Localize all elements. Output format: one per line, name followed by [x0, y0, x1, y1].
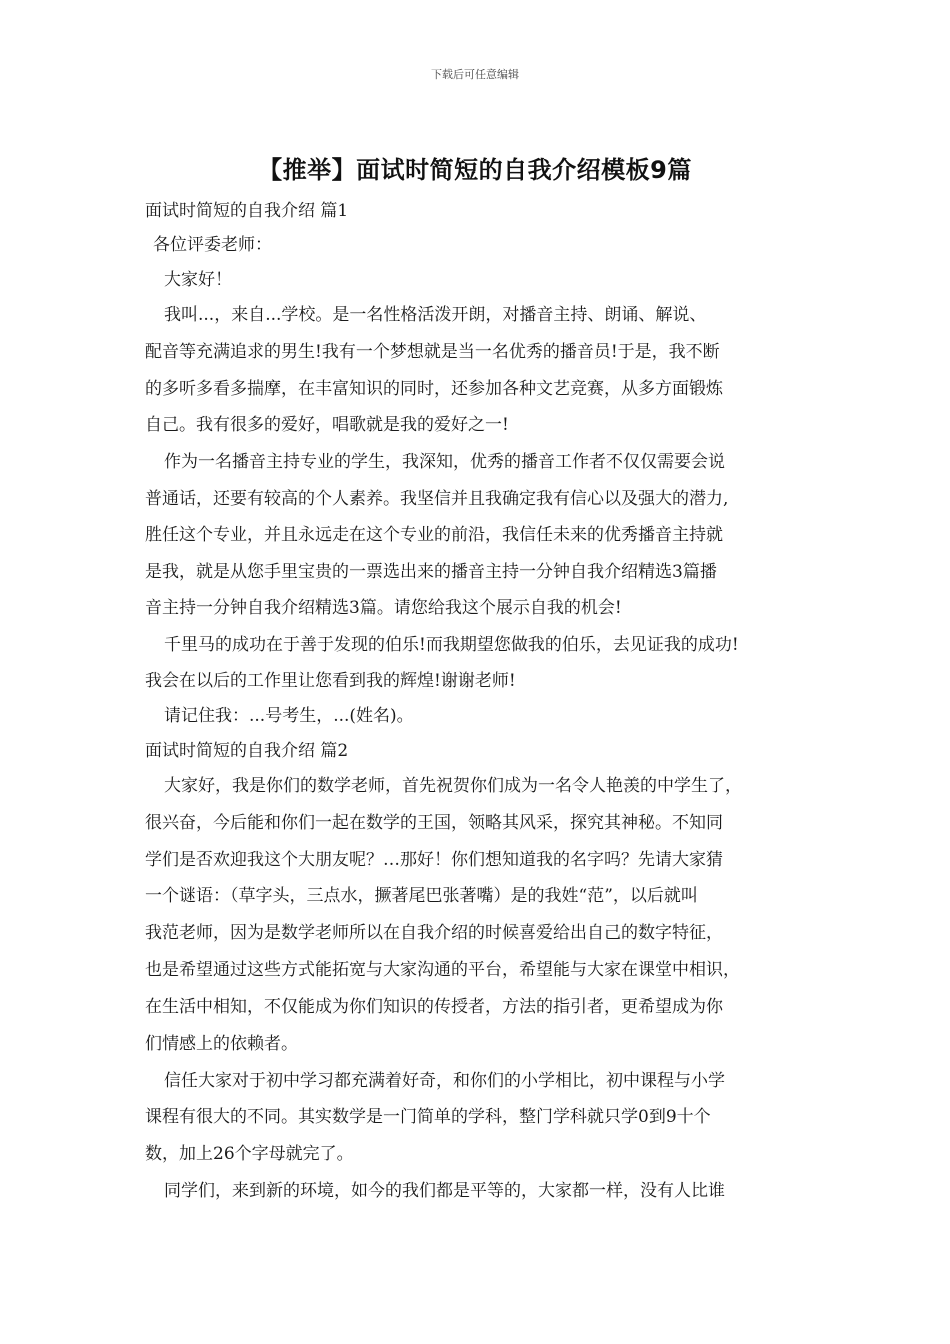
paragraph-line: 普通话，还要有较高的个人素养。我坚信并且我确定我有信心以及强大的潜力,: [145, 489, 729, 509]
paragraph-line: 音主持一分钟自我介绍精选3篇。请您给我这个展示自我的机会!: [145, 598, 622, 618]
paragraph-line: 一个谜语：（草字头，三点水，撅著尾巴张著嘴）是的我姓“范”，以后就叫: [145, 886, 698, 906]
salutation: 各位评委老师：: [153, 235, 272, 255]
greeting: 大家好！: [164, 270, 232, 290]
paragraph-line: 们情感上的依赖者。: [145, 1034, 298, 1054]
section-heading-1: 面试时简短的自我介绍 篇1: [145, 201, 349, 221]
paragraph-line: 的多听多看多揣摩，在丰富知识的同时，还参加各种文艺竞赛，从多方面锻炼: [145, 379, 723, 399]
paragraph-line: 千里马的成功在于善于发现的伯乐!而我期望您做我的伯乐，去见证我的成功!: [164, 635, 739, 655]
paragraph-line: 在生活中相知，不仅能成为你们知识的传授者，方法的指引者，更希望成为你: [145, 997, 723, 1017]
paragraph-line: 作为一名播音主持专业的学生，我深知，优秀的播音工作者不仅仅需要会说: [164, 452, 725, 472]
paragraph-line: 配音等充满追求的男生!我有一个梦想就是当一名优秀的播音员!于是，我不断: [145, 342, 720, 362]
header-note: 下载后可任意编辑: [431, 68, 519, 81]
paragraph-line: 是我，就是从您手里宝贵的一票选出来的播音主持一分钟自我介绍精选3篇播: [145, 562, 717, 582]
paragraph-line: 信任大家对于初中学习都充满着好奇，和你们的小学相比，初中课程与小学: [164, 1071, 725, 1091]
paragraph-line: 我叫...，来自...学校。是一名性格活泼开朗，对播音主持、朗诵、解说、: [164, 305, 707, 325]
paragraph-line: 很兴奋，今后能和你们一起在数学的王国，领略其风采，探究其神秘。不知同: [145, 813, 723, 833]
paragraph-line: 我范老师，因为是数学老师所以在自我介绍的时候喜爱给出自己的数字特征，: [145, 923, 723, 943]
document-title: 【推举】面试时简短的自我介绍模板9篇: [258, 156, 692, 184]
paragraph-line: 请记住我：...号考生，...(姓名)。: [164, 706, 414, 726]
paragraph-line: 也是希望通过这些方式能拓宽与大家沟通的平台，希望能与大家在课堂中相识，: [145, 960, 740, 980]
paragraph-line: 课程有很大的不同。其实数学是一门简单的学科，整门学科就只学0到9十个: [145, 1107, 711, 1127]
paragraph-line: 数，加上26个字母就完了。: [145, 1144, 354, 1164]
paragraph-line: 大家好，我是你们的数学老师，首先祝贺你们成为一名令人艳羡的中学生了，: [164, 776, 742, 796]
paragraph-line: 我会在以后的工作里让您看到我的辉煌!谢谢老师!: [145, 671, 516, 691]
paragraph-line: 同学们，来到新的环境，如今的我们都是平等的，大家都一样，没有人比谁: [164, 1181, 725, 1201]
paragraph-line: 自己。我有很多的爱好，唱歌就是我的爱好之一!: [145, 415, 509, 435]
section-heading-2: 面试时简短的自我介绍 篇2: [145, 741, 349, 761]
paragraph-line: 学们是否欢迎我这个大朋友呢？…那好！你们想知道我的名字吗？先请大家猜: [145, 850, 723, 870]
paragraph-line: 胜任这个专业，并且永远走在这个专业的前沿，我信任未来的优秀播音主持就: [145, 525, 723, 545]
